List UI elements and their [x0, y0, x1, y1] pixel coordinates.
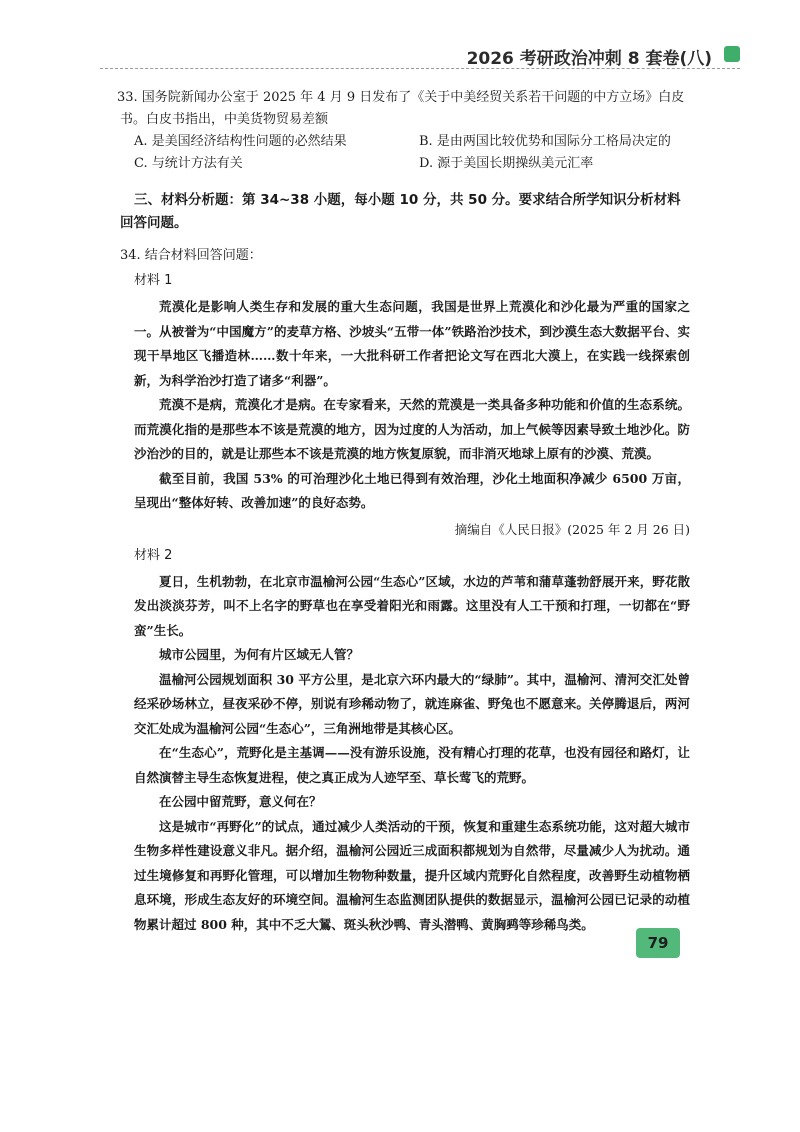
material-1-label: 材料 1 — [134, 273, 173, 288]
material-1-paragraph: 荒漠化是影响人类生存和发展的重大生态问题，我国是世界上荒漠化和沙化最为严重的国家之一。从被誉为“中国魔方”的麦草方格、沙坡头“五带一体”铁路治沙技术，到沙漠生态大数据平台、实现干旱地区飞播造林……数十年来，一大批科研工作者把论文写在西北大漠上，在实践一线探索创新，为科学治沙打造了诸多“利器”。 — [134, 299, 690, 388]
page-content — [117, 87, 690, 937]
header-dashed-rule — [100, 68, 740, 69]
header-title: 2026 考研政治冲刺 8 套卷(八) — [466, 49, 712, 69]
material-2-paragraph: 在公园中留荒野，意义何在？ — [159, 794, 322, 809]
material-2-paragraph: 温榆河公园规划面积 30 平方公里，是北京六环内最大的“绿肺”。其中，温榆河、清河交汇处曾经采砂场林立，昼夜采砂不停，别说有珍稀动物了，就连麻雀、野兔也不愿意来。关停腾退后，两河交汇处成为温榆河公园“生态心”，三角洲地带是其核心区。 — [134, 671, 690, 736]
material-2-paragraph: 夏日，生机勃勃，在北京市温榆河公园“生态心”区域，水边的芦苇和蒲草蓬勃舒展开来，野花散发出淡淡芬芳，叫不上名字的野草也在享受着阳光和雨露。这里没有人工干预和打理，一切都在“野蛮”生长。 — [134, 573, 690, 638]
option-a: A. 是美国经济结构性问题的必然结果 — [134, 134, 347, 149]
material-2-paragraph: 城市公园里，为何有片区域无人管？ — [159, 647, 360, 662]
material-1-source: 摘编自《人民日报》(2025 年 2 月 26 日) — [454, 521, 690, 537]
material-2-paragraph: 在“生态心”，荒野化是主基调——没有游乐设施，没有精心打理的花草，也没有园径和路灯，让自然演替主导生态恢复进程，使之真正成为人迹罕至、草长莺飞的荒野。 — [134, 745, 690, 785]
option-c: C. 与统计方法有关 — [134, 156, 243, 171]
material-1-paragraph: 荒漠不是病，荒漠化才是病。在专家看来，天然的荒漠是一类具备多种功能和价值的生态系统。而荒漠化指的是那些本不该是荒漠的地方，因为过度的人为活动，加上气候等因素导致土地沙化。防沙治沙的目的，就是让那些本不该是荒漠的地方恢复原貌，而非消灭地球上原有的沙漠、荒漠。 — [134, 397, 690, 461]
material-2-label: 材料 2 — [134, 547, 173, 563]
material-2-paragraph: 这是城市“再野化”的试点，通过减少人类活动的干预，恢复和重建生态系统功能，这对超大城市生物多样性建设意义非凡。据介绍，温榆河公园近三成面积都规划为自然带，尽量减少人为扰动。通过生境修复和再野化管理，可以增加生物物种数量，提升区域内荒野化自然程度，改善野生动植物栖息环境，形成生态友好的环境空间。温榆河生态监测团队提供的数据显示，温榆河公园已记录的动植物累计超过 800 种，其中不乏大鵟、斑头秋沙鸭、青头潜鸭、黄胸鹀等珍稀鸟类。 — [134, 818, 690, 932]
question-33-options — [134, 131, 690, 175]
question-34-stem: 34. 结合材料回答问题： — [120, 248, 262, 263]
section-3-title: 三、材料分析题：第 34~38 小题，每小题 10 分，共 50 分。要求结合所学知识分析材料回答问题。 — [120, 192, 681, 231]
page-header — [0, 40, 800, 72]
page-number-badge: 79 — [636, 928, 680, 958]
question-33-stem: 33. 国务院新闻办公室于 2025 年 4 月 9 日发布了《关于中美经贸关系若干问题的中方立场》白皮书。白皮书指出，中美货物贸易差额 — [117, 90, 685, 127]
material-1-paragraph: 截至目前，我国 53% 的可治理沙化土地已得到有效治理，沙化土地面积净减少 6500 万亩，呈现出“整体好转、改善加速”的良好态势。 — [134, 470, 690, 510]
header-square-icon — [724, 46, 740, 62]
option-d: D. 源于美国长期操纵美元汇率 — [419, 156, 594, 171]
option-b: B. 是由两国比较优势和国际分工格局决定的 — [419, 134, 671, 149]
